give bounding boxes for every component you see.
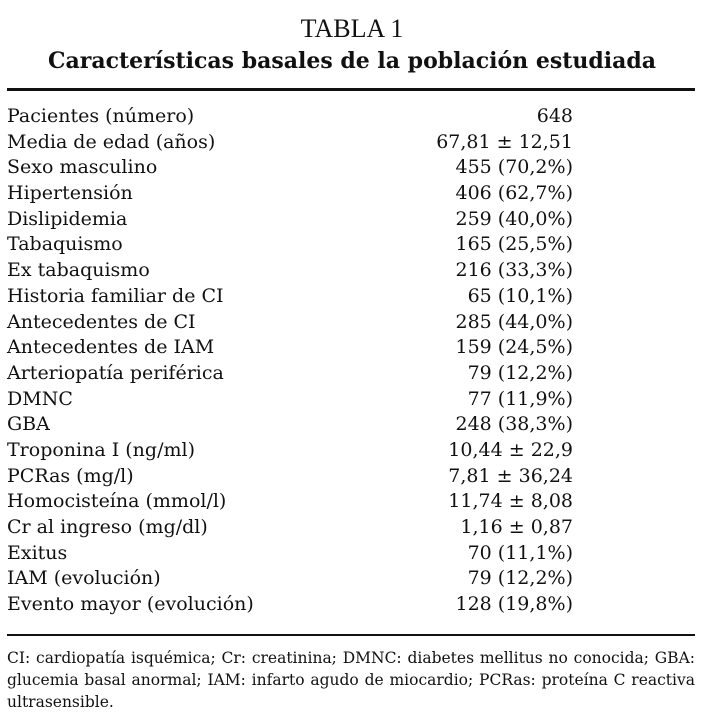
row-label: DMNC bbox=[7, 387, 73, 410]
row-label: PCRas (mg/l) bbox=[7, 464, 134, 487]
row-value: 70 (11,1%) bbox=[467, 541, 573, 564]
table-row bbox=[7, 310, 695, 336]
row-label: Pacientes (número) bbox=[7, 105, 195, 127]
table-row bbox=[7, 387, 695, 413]
row-value: 285 (44,0%) bbox=[455, 310, 573, 333]
row-value: 7,81 ± 36,24 bbox=[448, 464, 573, 487]
row-label: GBA bbox=[7, 413, 50, 436]
table-row bbox=[7, 232, 695, 258]
row-value: 455 (70,2%) bbox=[455, 156, 573, 179]
table-caption: TABLA 1 bbox=[300, 14, 404, 43]
row-value: 79 (12,2%) bbox=[467, 361, 573, 384]
table-row bbox=[7, 258, 695, 284]
bottom-rule bbox=[7, 634, 695, 636]
row-value: 67,81 ± 12,51 bbox=[436, 130, 573, 153]
table-row bbox=[7, 566, 695, 592]
table-row bbox=[7, 130, 695, 156]
row-label: Antecedentes de IAM bbox=[7, 336, 215, 359]
table-body bbox=[7, 104, 695, 618]
row-value: 128 (19,8%) bbox=[455, 593, 573, 616]
table-row bbox=[7, 284, 695, 310]
row-label: Sexo masculino bbox=[7, 156, 158, 179]
row-value: 648 bbox=[536, 105, 573, 127]
row-value: 65 (10,1%) bbox=[467, 284, 573, 307]
row-value: 216 (33,3%) bbox=[455, 259, 573, 282]
table-row bbox=[7, 207, 695, 233]
table-row bbox=[7, 335, 695, 361]
row-value: 159 (24,5%) bbox=[455, 336, 573, 359]
row-value: 248 (38,3%) bbox=[455, 413, 573, 436]
row-value: 259 (40,0%) bbox=[455, 207, 573, 230]
table-row bbox=[7, 361, 695, 387]
row-label: Antecedentes de CI bbox=[7, 310, 196, 333]
row-label: Arteriopatía periférica bbox=[7, 361, 224, 384]
row-value: 406 (62,7%) bbox=[455, 182, 573, 205]
row-label: Exitus bbox=[7, 541, 68, 564]
row-label: Historia familiar de CI bbox=[7, 284, 224, 307]
row-value: 11,74 ± 8,08 bbox=[448, 490, 573, 513]
table-row bbox=[7, 438, 695, 464]
row-value: 165 (25,5%) bbox=[455, 233, 573, 256]
table-title: Características basales de la población estudiada bbox=[47, 48, 656, 74]
top-rule bbox=[7, 88, 695, 91]
row-label: Dislipidemia bbox=[7, 207, 128, 230]
table-row bbox=[7, 489, 695, 515]
row-value: 10,44 ± 22,9 bbox=[448, 438, 573, 461]
table-row bbox=[7, 464, 695, 490]
row-label: IAM (evolución) bbox=[7, 567, 161, 590]
row-label: Hipertensión bbox=[7, 182, 133, 205]
row-label: Cr al ingreso (mg/dl) bbox=[7, 516, 208, 538]
row-value: 79 (12,2%) bbox=[467, 567, 573, 590]
row-label: Troponina I (ng/ml) bbox=[7, 438, 195, 461]
row-label: Tabaquismo bbox=[7, 233, 123, 256]
row-label: Media de edad (años) bbox=[7, 130, 216, 153]
row-value: 1,16 ± 0,87 bbox=[460, 516, 573, 538]
table-row bbox=[7, 515, 695, 541]
table-row bbox=[7, 181, 695, 207]
row-label: Ex tabaquismo bbox=[7, 259, 150, 282]
row-value: 77 (11,9%) bbox=[467, 387, 573, 410]
row-label: Evento mayor (evolución) bbox=[7, 593, 254, 616]
table-row bbox=[7, 592, 695, 618]
row-label: Homocisteína (mmol/l) bbox=[7, 490, 227, 513]
table-row bbox=[7, 412, 695, 438]
table-row bbox=[7, 155, 695, 181]
table-footnote: CI: cardiopatía isquémica; Cr: creatinina; DMNC: diabetes mellitus no conocida; GBA: glucemia basal anormal; IAM: infarto agudo de miocardio; PCRas: proteína C reactiva ultrasensible. bbox=[7, 649, 695, 711]
table-row bbox=[7, 104, 695, 130]
table-row bbox=[7, 541, 695, 567]
